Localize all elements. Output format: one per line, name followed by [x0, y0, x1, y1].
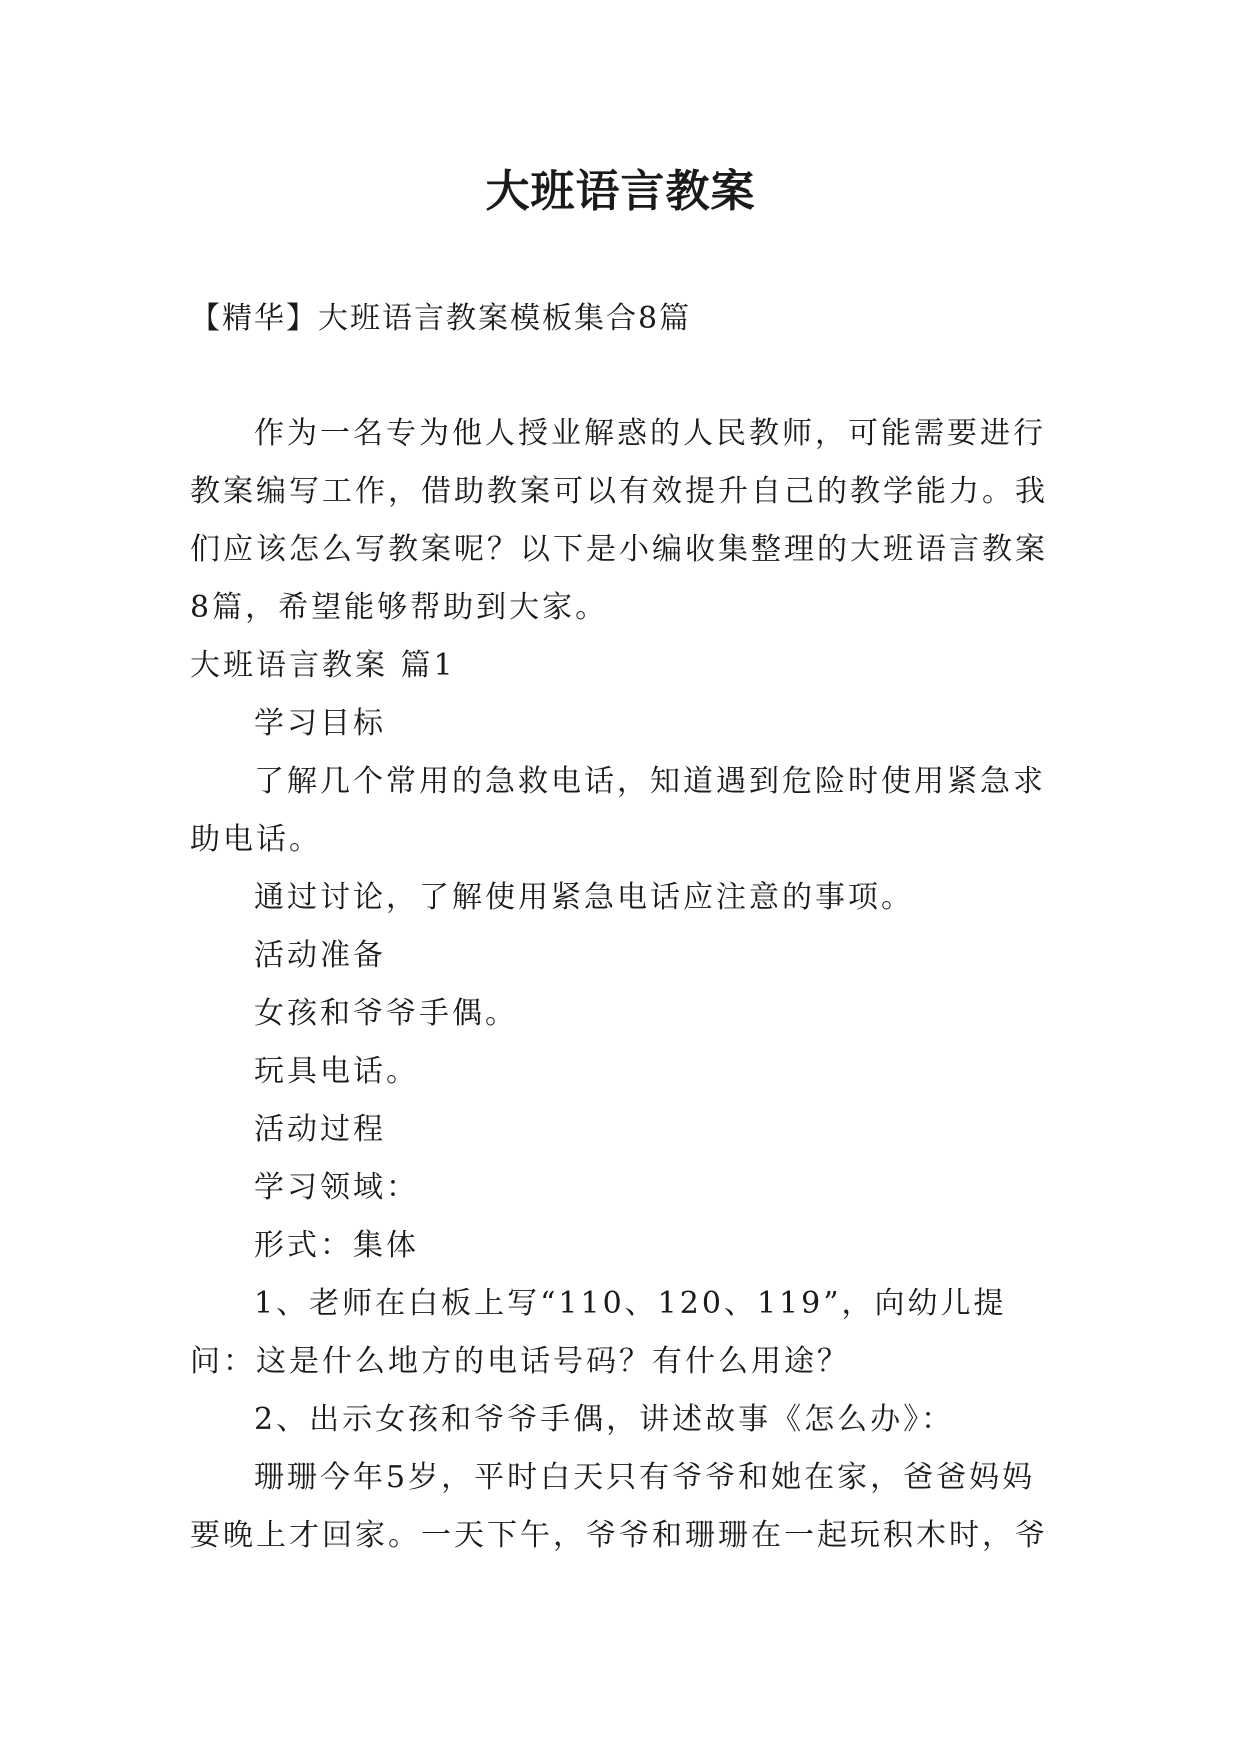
- intro-paragraph: 作为一名专为他人授业解惑的人民教师，可能需要进行教案编写工作，借助教案可以有效提升自己的教学能力。我们应该怎么写教案呢？以下是小编收集整理的大班语言教案8篇，希望能够帮助到大家。: [190, 416, 1048, 625]
- paragraph: 学习领域：: [254, 1170, 419, 1205]
- paragraph: 2、出示女孩和爷爷手偶，讲述故事《怎么办》：: [254, 1402, 955, 1437]
- paragraph: 活动准备: [254, 938, 386, 973]
- paragraph: 女孩和爷爷手偶。: [254, 996, 518, 1031]
- document-body: [190, 405, 1050, 1565]
- document-title: 大班语言教案: [485, 166, 756, 217]
- paragraph: 玩具电话。: [254, 1054, 419, 1089]
- paragraph: 了解几个常用的急救电话，知道遇到危险时使用紧急求助电话。: [190, 764, 1046, 857]
- section-heading: 大班语言教案 篇1: [190, 648, 456, 683]
- paragraph: 活动过程: [254, 1112, 386, 1147]
- paragraph: 珊珊今年5岁，平时白天只有爷爷和她在家，爸爸妈妈要晚上才回家。一天下午，爷爷和珊珊在一起玩积木时，爷: [190, 1460, 1048, 1553]
- paragraph: 通过讨论，了解使用紧急电话应注意的事项。: [254, 880, 914, 915]
- document-subtitle: 【精华】大班语言教案模板集合8篇: [190, 301, 692, 336]
- paragraph: 形式：集体: [254, 1228, 419, 1263]
- paragraph: 学习目标: [254, 706, 386, 741]
- paragraph: 1、老师在白板上写“110、120、119”，向幼儿提问：这是什么地方的电话号码？有什么用途？: [190, 1286, 1007, 1379]
